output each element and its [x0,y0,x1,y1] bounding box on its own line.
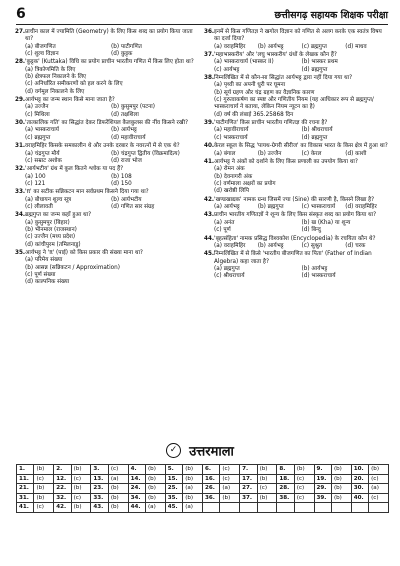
answer-option: (b) आर्यभट्ट [111,127,137,134]
answer-option: (b) आर्यभट्ट [257,43,284,50]
answer-number: 1. [17,465,34,475]
answer-value: (c) [294,484,314,494]
question-text: 'पाटीगणित' किस प्राचीन भारतीय गणितज्ञ की रचना है? [214,120,328,127]
answer-value: (b) [71,465,91,475]
answer-value: (b) [183,474,203,484]
answer-number: 43. [91,503,108,513]
answer-value: (b) [369,465,389,475]
answer-value: (b) [108,503,128,513]
question-number: 27. [15,29,26,35]
question-item [15,29,197,58]
answer-option: (c) ब्रह्मगुप्त [301,43,327,50]
question-item [15,212,197,248]
question-number: 31. [15,143,26,150]
answer-option: (b) श्रीधराचार्य [301,127,333,134]
answer-option: (a) आर्यभट्ट [214,203,240,210]
answer-value: (b) [331,474,351,484]
answer-key-table [16,464,389,513]
answer-option: (b) ख (Kha) या शून्य [301,219,351,226]
answer-value [257,503,277,513]
question-number: 42. [204,196,215,203]
answer-value: (b) [146,484,166,494]
answer-option: (c) सुश्रुत [301,242,322,249]
answer-option: (a) बीजगणित [25,43,56,50]
answer-number: 34. [128,493,145,503]
question-item [204,212,389,234]
answer-number [202,503,219,513]
answer-option: (a) बौधायन शुल्व सूत्र [25,196,72,203]
answer-value: (b) [146,474,166,484]
answer-option: (d) राजा भोज [111,157,142,164]
answer-key-heading [0,440,400,462]
answer-row [17,474,389,484]
question-text: 'खण्डखाद्यक' नामक ग्रन्थ जिसमें ज्या (Sine) की सारणी है, किसने लिखा है? [214,196,375,203]
question-item [15,120,197,142]
answer-option: (d) बिन्दु [301,227,321,234]
answer-value: (c) [369,493,389,503]
question-number: 29. [15,97,26,104]
answer-value [294,503,314,513]
question-number: 35. [15,250,26,257]
option-list [204,243,389,250]
answer-option: (c) सम्राट अशोक [25,157,62,164]
answer-number: 31. [17,493,34,503]
question-text: इनमें से किस गणितज्ञ ने खगोल विज्ञान को गणित से अलग करके एक स्वतंत्र विषय का दर्जा दिया? [214,29,382,43]
answer-option: (d) ब्रह्मगुप्त [301,66,328,73]
question-text: आर्यभट्ट ने अंकों को दर्शाने के लिए किस प्रणाली का उपयोग किया था? [214,158,358,165]
answer-value: (b) [294,465,314,475]
answer-value: (b) [146,493,166,503]
answer-value [220,503,240,513]
answer-option: (a) अनंत [214,219,235,226]
answer-number: 29. [314,484,331,494]
question-number: 36. [204,29,215,35]
answer-option: (a) पृथ्वी का अपनी धुरी पर घूमना [214,82,286,89]
answer-option: (c) केरल [301,150,322,157]
answer-value: (a) [369,484,389,494]
right-question-column [204,29,389,282]
answer-option: (c) श्रीधराचार्य [214,273,245,280]
option-list [204,266,389,281]
question-item [204,143,389,158]
question-number: 38. [204,75,215,82]
answer-value: (a) [220,484,240,494]
option-list [204,44,389,51]
question-item [15,166,197,188]
question-text: वराहमिहिर किसके समकालीन थे और उनके दरबार के नवरत्नों में से एक थे? [25,143,180,150]
answer-number: 45. [165,503,182,513]
question-text: 'आर्यभटीय' ग्रंथ में कुल कितने श्लोक या पद हैं? [25,166,124,173]
answer-option: (a) उज्जैन [25,104,49,111]
answer-value: (c) [294,474,314,484]
question-text: आर्यभट्ट का जन्म स्थान किसे माना जाता है? [25,97,115,104]
question-item [204,120,389,142]
answer-option: (b) भीनमाल (राजस्थान) [25,227,77,234]
answer-option: (c) भास्कराचार्य [301,203,336,210]
answer-option: (d) वर्ष की लंबाई 365.25868 दिन [214,111,294,118]
question-item [15,250,197,286]
option-list [204,82,389,118]
answer-value: (b) [331,493,351,503]
answer-value: (a) [146,503,166,513]
answer-number: 4. [128,465,145,475]
option-list [15,220,197,249]
answer-value [331,503,351,513]
answer-value: (c) [71,474,91,484]
answer-option: (b) आर्यभट्ट [301,265,328,272]
answer-value: (b) [257,465,277,475]
answer-number: 5. [165,465,182,475]
question-number: 39. [204,120,215,127]
answer-option: (b) ब्रह्मगुप्त [257,203,284,210]
question-text: 'महाभास्करीय' और 'लघु भास्करीय' ग्रंथों के लेखक कौन हैं? [214,52,337,59]
answer-number: 9. [314,465,331,475]
answer-value: (a) [183,484,203,494]
answer-number: 22. [54,484,71,494]
question-text: निम्नलिखित में से कौन-सा सिद्धांत आर्यभट्ट द्वारा नहीं दिया गया था? [214,75,353,82]
answer-row [17,503,389,513]
answer-number: 3. [91,465,108,475]
answer-number: 37. [240,493,257,503]
question-number: 33. [15,189,26,196]
answer-number: 38. [277,493,294,503]
question-item [204,251,389,280]
question-text: 'बृहत्संहिता' नामक प्रसिद्ध विश्वकोश (Encyclopedia) के रचयिता कौन थे? [214,235,376,242]
answer-option: (a) महावीराचार्य [214,127,249,134]
question-number: 37. [204,52,215,59]
left-question-column [15,29,197,288]
answer-value: (b) [257,474,277,484]
answer-value: (b) [108,493,128,503]
answer-option: (b) आसन्न (सन्निकटन / Approximation) [25,264,120,271]
answer-number: 16. [202,474,219,484]
question-number: 30. [15,120,26,127]
answer-option: (c) मिथिला [25,111,50,118]
question-text: आर्यभट्ट ने 'π' (पाई) को किस प्रकार की संख्या माना था? [25,250,143,257]
question-item [204,75,389,119]
answer-number [240,503,257,513]
answer-number: 12. [54,474,71,484]
answer-option: (c) भास्कराचार्य [214,134,248,141]
question-item [204,236,389,251]
question-number: 32. [15,166,26,173]
answer-number: 19. [314,474,331,484]
question-text: निम्नलिखित में से किसे 'भारतीय बीजगणित का पिता' (Father of Indian Algebra) कहा जाता है? [214,251,372,265]
answer-value: (b) [257,493,277,503]
question-number: 45. [204,251,215,258]
answer-value: (b) [331,484,351,494]
question-item [15,59,197,95]
page-number: 6 [16,6,26,22]
option-list [204,59,389,74]
answer-value: (b) [183,493,203,503]
answer-option: (b) क्षेत्रफल निकालने के लिए [25,73,87,80]
answer-number: 25. [165,484,182,494]
answer-value: (c) [294,493,314,503]
question-number: 44. [204,235,215,242]
answer-option: (c) लीलावती [25,203,53,210]
answer-row [17,484,389,494]
answer-number: 11. [17,474,34,484]
answer-value: (b) [331,465,351,475]
answer-option: (d) काल्पनिक संख्या [25,279,70,286]
answer-value: (c) [220,465,240,475]
answer-number: 17. [240,474,257,484]
answer-number: 35. [165,493,182,503]
question-item [204,52,389,74]
answer-number: 8. [277,465,294,475]
option-list [204,127,389,142]
option-list [15,197,197,212]
answer-number: 2. [54,465,71,475]
option-list [15,151,197,166]
answer-option: (b) चंद्रगुप्त द्वितीय (विक्रमादित्य) [111,150,180,157]
answer-option: (b) पाटीगणित [111,43,142,50]
answer-number: 20. [351,474,368,484]
answer-option: (c) ब्रह्मगुप्त [25,134,51,141]
answer-value: (b) [34,465,54,475]
question-number: 28. [15,59,26,66]
check-circle-icon: ✓ [166,443,181,458]
answer-value: (b) [146,465,166,475]
question-number: 40. [204,143,215,150]
answer-value: (b) [220,493,240,503]
answer-number: 39. [314,493,331,503]
answer-number [351,503,368,513]
answer-option: (d) खरोष्ठी लिपि [214,188,249,195]
answer-option: (c) शुल्व विज्ञान [25,50,59,57]
answer-option: (b) आर्यभटीय [111,196,142,203]
answer-number: 27. [240,484,257,494]
answer-option: (c) अनिर्धारित समीकरणों को हल करने के लिए [25,81,123,88]
option-list [15,44,197,59]
option-list [15,67,197,96]
answer-option: (a) कुसुमपुर (बिहार) [25,219,70,226]
answer-value: (b) [34,484,54,494]
question-text: प्राचीन काल में ज्यामिति (Geometry) के लिए किस शब्द का प्रयोग किया जाता था? [25,29,193,43]
answer-value: (c) [369,474,389,484]
answer-value: (b) [108,484,128,494]
answer-number: 30. [351,484,368,494]
answer-number: 33. [91,493,108,503]
option-list [204,151,389,158]
answer-number: 32. [54,493,71,503]
option-list [204,204,389,211]
question-number: 43. [204,212,215,219]
answer-option: (c) गुरुत्वाकर्षण का स्पष्ट और गणितीय नियम (यह आधिकार रूप से ब्रह्मगुप्त/भास्कराचार्य ने बताया, लेकिन नियम न्यूटन का है) [214,97,374,111]
option-list [15,257,197,286]
answer-option: (d) कुट्टक [111,50,133,57]
answer-value: (b) [34,493,54,503]
question-item [204,159,389,195]
question-number: 41. [204,158,215,165]
answer-option: (d) वराहमिहिर [345,203,377,210]
answer-option: (d) 150 [111,180,132,187]
answer-number [314,503,331,513]
answer-number: 40. [351,493,368,503]
option-list [204,220,389,235]
page-header [0,0,400,26]
question-number: 34. [15,212,26,219]
answer-number [277,503,294,513]
answer-option: (a) त्रिकोणमिति के लिए [25,66,76,73]
answer-value [369,503,389,513]
answer-option: (a) 100 [25,173,46,180]
answer-number: 36. [202,493,219,503]
answer-option: (d) वर्गमूल निकालने के लिए [25,88,85,95]
answer-option: (b) सूर्य ग्रहण और चंद्र ग्रहण का वैज्ञानिक कारण [214,89,315,96]
answer-option: (d) चरक [345,242,366,249]
answer-value: (b) [71,503,91,513]
answer-key-title: उत्तरमाला [189,444,234,460]
question-item [15,189,197,211]
answer-option: (b) 108 [111,173,132,180]
question-item [15,97,197,119]
header-rule [16,24,388,25]
answer-row [17,465,389,475]
answer-number: 24. [128,484,145,494]
answer-option: (a) चंद्रगुप्त मौर्य [25,150,60,157]
answer-number: 14. [128,474,145,484]
answer-option: (c) 121 [25,180,46,187]
answer-value: (c) [71,493,91,503]
question-text: ब्रह्मगुप्त का जन्म कहाँ हुआ था? [25,212,92,219]
answer-option: (c) वर्णमाला अक्षरों का प्रयोग [214,180,276,187]
answer-number: 42. [54,503,71,513]
question-text: 'कुट्टक' (Kuttaka) विधि का प्रयोग प्राचीन भारतीय गणित में किस लिए होता था? [25,59,194,66]
question-item [204,29,389,51]
answer-number: 15. [165,474,182,484]
answer-option: (b) आर्यभट्ट [257,242,284,249]
question-text: 'π' का सटीक सन्निकटन मान सर्वप्रथम किसने दिया गया था? [25,189,149,196]
answer-option: (d) माधव [345,43,367,50]
answer-option: (b) उज्जैन [257,150,282,157]
answer-option: (d) भास्कराचार्य [301,273,336,280]
answer-option: (d) तक्षशिला [111,111,139,118]
option-list [15,104,197,119]
answer-option: (d) गणित सार संग्रह [111,203,155,210]
answer-option: (b) कुसुमपुर (पटना) [111,104,155,111]
answer-option: (b) देवनागरी अंक [214,173,253,180]
answer-option: (d) महावीराचार्य [111,134,146,141]
answer-option: (c) पूर्ण [214,227,231,234]
answer-option: (b) भास्कर प्रथम [301,59,338,66]
answer-number: 10. [351,465,368,475]
answer-value: (c) [257,484,277,494]
question-text: केरल स्कूल के सिद्ध 'पायथ-ग्रेगरी सीरीज' का विकास भारत के किस क्षेत्र में हुआ था? [214,143,388,150]
answer-option: (a) परिमेय संख्या [25,257,63,264]
answer-number: 6. [202,465,219,475]
answer-number: 28. [277,484,294,494]
answer-option: (a) बंगाल [214,150,236,157]
answer-number: 13. [91,474,108,484]
answer-value: (b) [71,484,91,494]
answer-option: (c) पूर्ण संख्या [25,272,56,278]
answer-number: 18. [277,474,294,484]
question-item [204,197,389,212]
answer-value: (a) [108,474,128,484]
answer-value: (c) [220,474,240,484]
question-text: 'तात्कालिक गति' का सिद्धांत देकर डिफरेंशियल कैलकुलस की नींव किसने रखी? [25,120,189,127]
answer-row [17,493,389,503]
answer-value: (c) [34,503,54,513]
answer-option: (a) भास्कराचार्य [25,127,59,134]
answer-option: (a) भास्कराचार्य (भास्कर II) [214,59,274,66]
answer-option: (a) रोमन अंक [214,166,245,173]
answer-value: (c) [108,465,128,475]
answer-number: 7. [240,465,257,475]
answer-option: (d) काशी [345,150,367,157]
answer-number: 41. [17,503,34,513]
answer-option: (d) ब्रह्मगुप्त [301,134,328,141]
answer-value: (c) [34,474,54,484]
answer-number: 26. [202,484,219,494]
exam-title: छत्तीसगढ़ सहायक शिक्षक परीक्षा [274,10,388,21]
answer-option: (a) वराहमिहिर [214,242,246,249]
answer-number: 21. [17,484,34,494]
answer-option: (d) कांचीपुरम (तमिलनाडु) [25,241,81,248]
answer-option: (c) आर्यभट्ट [214,66,240,73]
question-text: प्राचीन भारतीय गणितज्ञों ने शून्य के लिए किस संस्कृत शब्द का प्रयोग किया था? [214,212,377,219]
answer-number: 23. [91,484,108,494]
option-list [15,174,197,189]
answer-option: (c) उज्जैन (मध्य प्रदेश) [25,234,76,241]
question-item [15,143,197,165]
answer-number: 44. [128,503,145,513]
answer-value: (b) [183,465,203,475]
answer-value: (a) [183,503,203,513]
option-list [15,127,197,142]
answer-option: (a) ब्रह्मगुप्त [214,265,240,272]
answer-option: (a) वराहमिहिर [214,43,246,50]
option-list [204,166,389,195]
